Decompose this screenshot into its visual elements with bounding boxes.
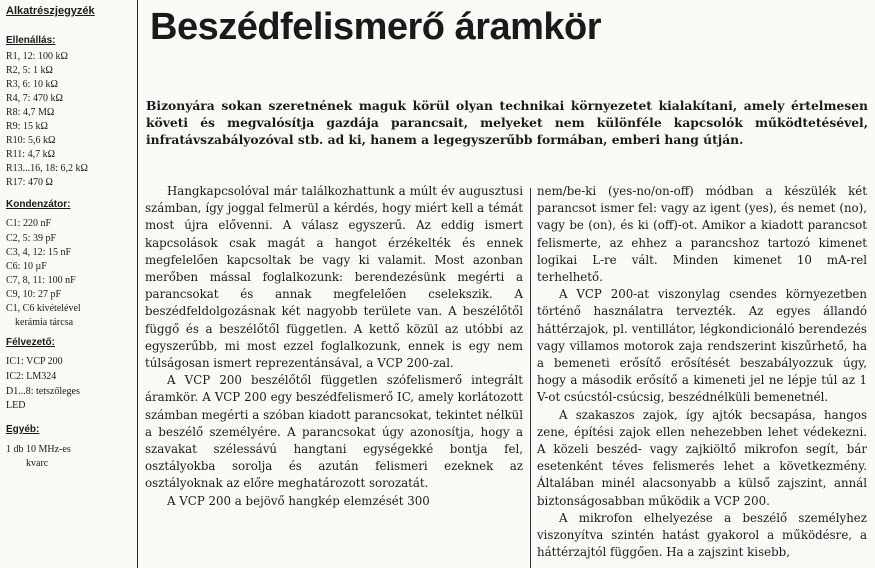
capacitor-note: kerámia tárcsa bbox=[15, 317, 74, 328]
capacitor-item: C7, 8, 11: 100 nF bbox=[6, 275, 76, 286]
resistor-item: R3, 6: 10 kΩ bbox=[6, 79, 58, 90]
body-paragraph: nem/be-ki (yes-no/on-off) módban a készülék két parancsot ismer fel: vagy az igent (yes), és nemet (no), vagy be (on), és ki (off)-ot. Amikor a kiadott parancsot felismerte, az ehhez a parancshoz tartozó kimenet logikai L-re vált. Minden kimenet 10 mA-rel terhelhető. bbox=[537, 184, 867, 285]
capacitor-item: C3, 4, 12: 15 nF bbox=[6, 247, 72, 258]
semiconductor-item: LED bbox=[6, 400, 26, 411]
parts-list-header: Alkatrészjegyzék bbox=[6, 5, 95, 17]
resistor-item: R2, 5: 1 kΩ bbox=[6, 65, 53, 76]
semiconductor-item: IC1: VCP 200 bbox=[6, 356, 63, 367]
lead-paragraph: Bizonyára sokan szeretnének maguk körül olyan technikai környezetet kialakítani, amely értelmesen követi és megvalósítja gazdája parancsait, melyeket nem különféle kapcsolók működtetésével, infratávszabályozóval stb. ad ki, hanem a legegyszerűbb formában, emberi hang útján. bbox=[146, 98, 868, 147]
other-title: Egyéb: bbox=[6, 424, 40, 435]
article-right-column bbox=[537, 183, 867, 561]
sidebar-divider bbox=[137, 0, 138, 568]
article-left-column bbox=[145, 183, 523, 510]
other-item: 1 db 10 MHz-es bbox=[6, 444, 71, 455]
article-title: Beszédfelismerő áramkör bbox=[150, 6, 602, 48]
parts-list-sidebar bbox=[0, 0, 137, 568]
resistor-item: R4, 7: 470 kΩ bbox=[6, 93, 63, 104]
semiconductor-item: D1...8: tetszőleges bbox=[6, 386, 80, 397]
body-paragraph: A szakaszos zajok, így ajtók becsapása, hangos zene, építési zajok ellen nehezebben lehet védekezni. A közeli beszéd- vagy zajkiöltő mikrofon segít, bár esetenként téves felismerés lehet a következmény. Általában minél alacsonyabb a külső zajszint, annál biztonságosabban működik a VCP 200. bbox=[537, 407, 867, 508]
column-divider bbox=[530, 188, 531, 568]
capacitor-item: C9, 10: 27 pF bbox=[6, 289, 62, 300]
capacitor-item: C1: 220 nF bbox=[6, 218, 52, 229]
body-paragraph: A VCP 200 a bejövő hangkép elemzését 300 bbox=[167, 493, 430, 508]
resistor-item: R13...16, 18: 6,2 kΩ bbox=[6, 163, 88, 174]
resistor-item: R8: 4,7 MΩ bbox=[6, 107, 55, 118]
resistor-item: R1, 12: 100 kΩ bbox=[6, 51, 68, 62]
capacitor-item: C2, 5: 39 pF bbox=[6, 233, 57, 244]
resistor-item: R17: 470 Ω bbox=[6, 177, 53, 188]
semiconductors-title: Félvezető: bbox=[6, 337, 55, 348]
resistor-item: R11: 4,7 kΩ bbox=[6, 149, 56, 160]
semiconductor-item: IC2: LM324 bbox=[6, 371, 57, 382]
capacitors-title: Kondenzátor: bbox=[6, 199, 71, 210]
capacitor-item: C6: 10 µF bbox=[6, 261, 47, 272]
resistor-item: R10: 5,6 kΩ bbox=[6, 135, 56, 146]
body-paragraph: A mikrofon elhelyezése a beszélő személyhez viszonyítva szintén hatást gyakorol a működésre, a háttérzajtól függően. Ha a zajszint kisebb, bbox=[537, 510, 867, 560]
resistors-title: Ellenállás: bbox=[6, 35, 56, 46]
resistor-item: R9: 15 kΩ bbox=[6, 121, 48, 132]
body-paragraph: Hangkapcsolóval már találkozhattunk a múlt év augusztusi számban, így joggal felmerül a kérdés, hogy miért kell a témát most újra elővenni. A válasz egyszerű. Az eddig ismert kapcsolások csak magát a hangot érzékelték és ennek megfelelően kapcsoltak be vagy ki valamit. Most azonban merőben mással foglalkozunk: berendezésünk megérti a parancsokat és annak megfelelően cselekszik. A beszédfeldolgozásnak két nagyobb területe van. A beszélőtől függő és a beszélőtől független. A kettő közül az utóbbi az egyszerűbb, mi most ezzel foglalkozunk, ennek is egy nem túlságosan ismert reprezentánsával, a VCP 200-zal. bbox=[145, 184, 523, 371]
body-paragraph: A VCP 200-at viszonylag csendes környezetben történő használatra tervezték. Az egyes állandó háttérzajok, pl. ventillátor, légkondicionáló berendezés vagy villamos motorok zaja rendszerint kiszűrhető, ha a bemeneti erősítő erősítését beszabályozzuk úgy, hogy a második erősítő a kimeneti jel ne lépje túl az 1 V-ot csúcstól-csúcsig, beszédnélküli bemenetnél. bbox=[537, 287, 867, 405]
article-lead bbox=[146, 97, 868, 148]
other-item: kvarc bbox=[26, 458, 49, 469]
capacitor-note: C1, C6 kivételével bbox=[6, 303, 81, 314]
body-paragraph: A VCP 200 beszélőtől független szófelismerő integrált áramkör. A VCP 200 egy beszédfelismerő IC, amely korlátozott számban megérti a szóban kiadott parancsokat, tekintet nélkül a beszélő személyére. A parancsokat úgy azonosítja, hogy a szavakat szélessávú hangtani egységekké bontja fel, osztályokba sorolja és azután felismeri ezeknek az osztályoknak az előre meghatározott sorozatát. bbox=[145, 373, 523, 491]
